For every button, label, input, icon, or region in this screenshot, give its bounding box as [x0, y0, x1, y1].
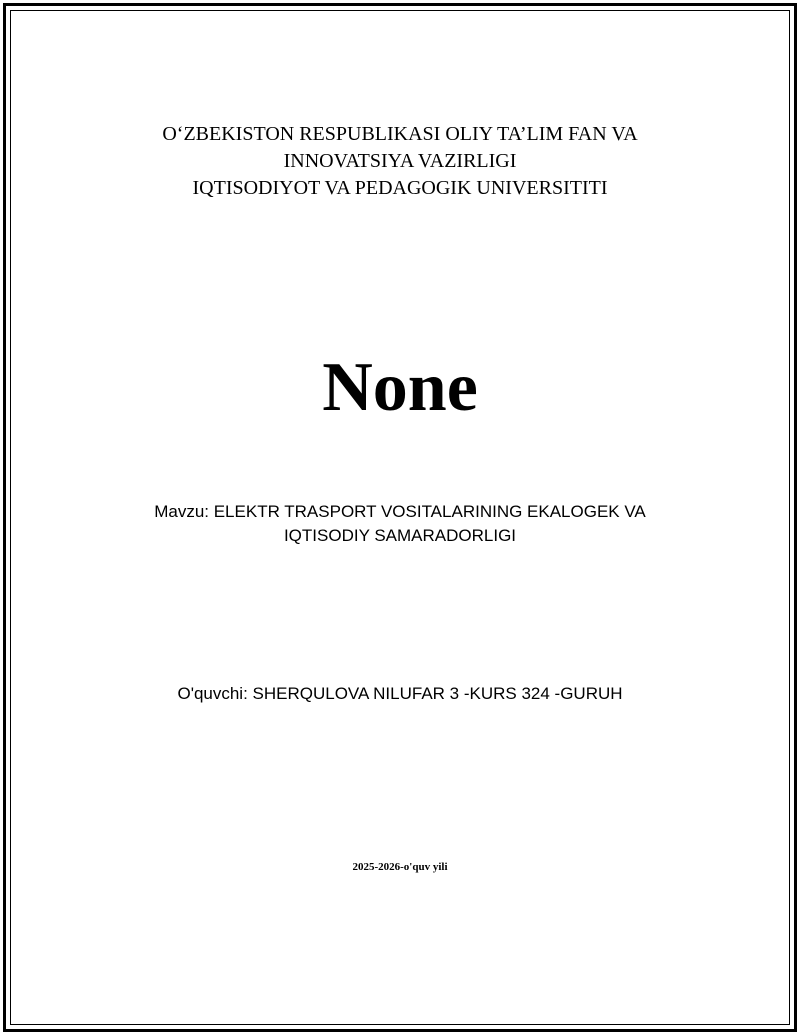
ministry-line-1: O‘ZBEKISTON RESPUBLIKASI OLIY TA’LIM FAN VA: [162, 123, 638, 145]
topic-block: [0, 500, 800, 548]
ministry-header: [0, 121, 800, 202]
topic-line-2: IQTISODIY SAMARADORLIGI: [283, 526, 517, 545]
ministry-line-2: INNOVATSIYA VAZIRLIGI: [283, 150, 517, 172]
topic-line-1: Mavzu: ELEKTR TRASPORT VOSITALARINING EKALOGEK VA: [154, 502, 646, 521]
document-title: None: [322, 349, 478, 426]
university-name: IQTISODIYOT VA PEDAGOGIK UNIVERSITITI: [192, 177, 608, 199]
academic-year: 2025-2026-o'quv yili: [352, 861, 448, 873]
student-info: O'quvchi: SHERQULOVA NILUFAR 3 -KURS 324 -GURUH: [177, 684, 623, 703]
